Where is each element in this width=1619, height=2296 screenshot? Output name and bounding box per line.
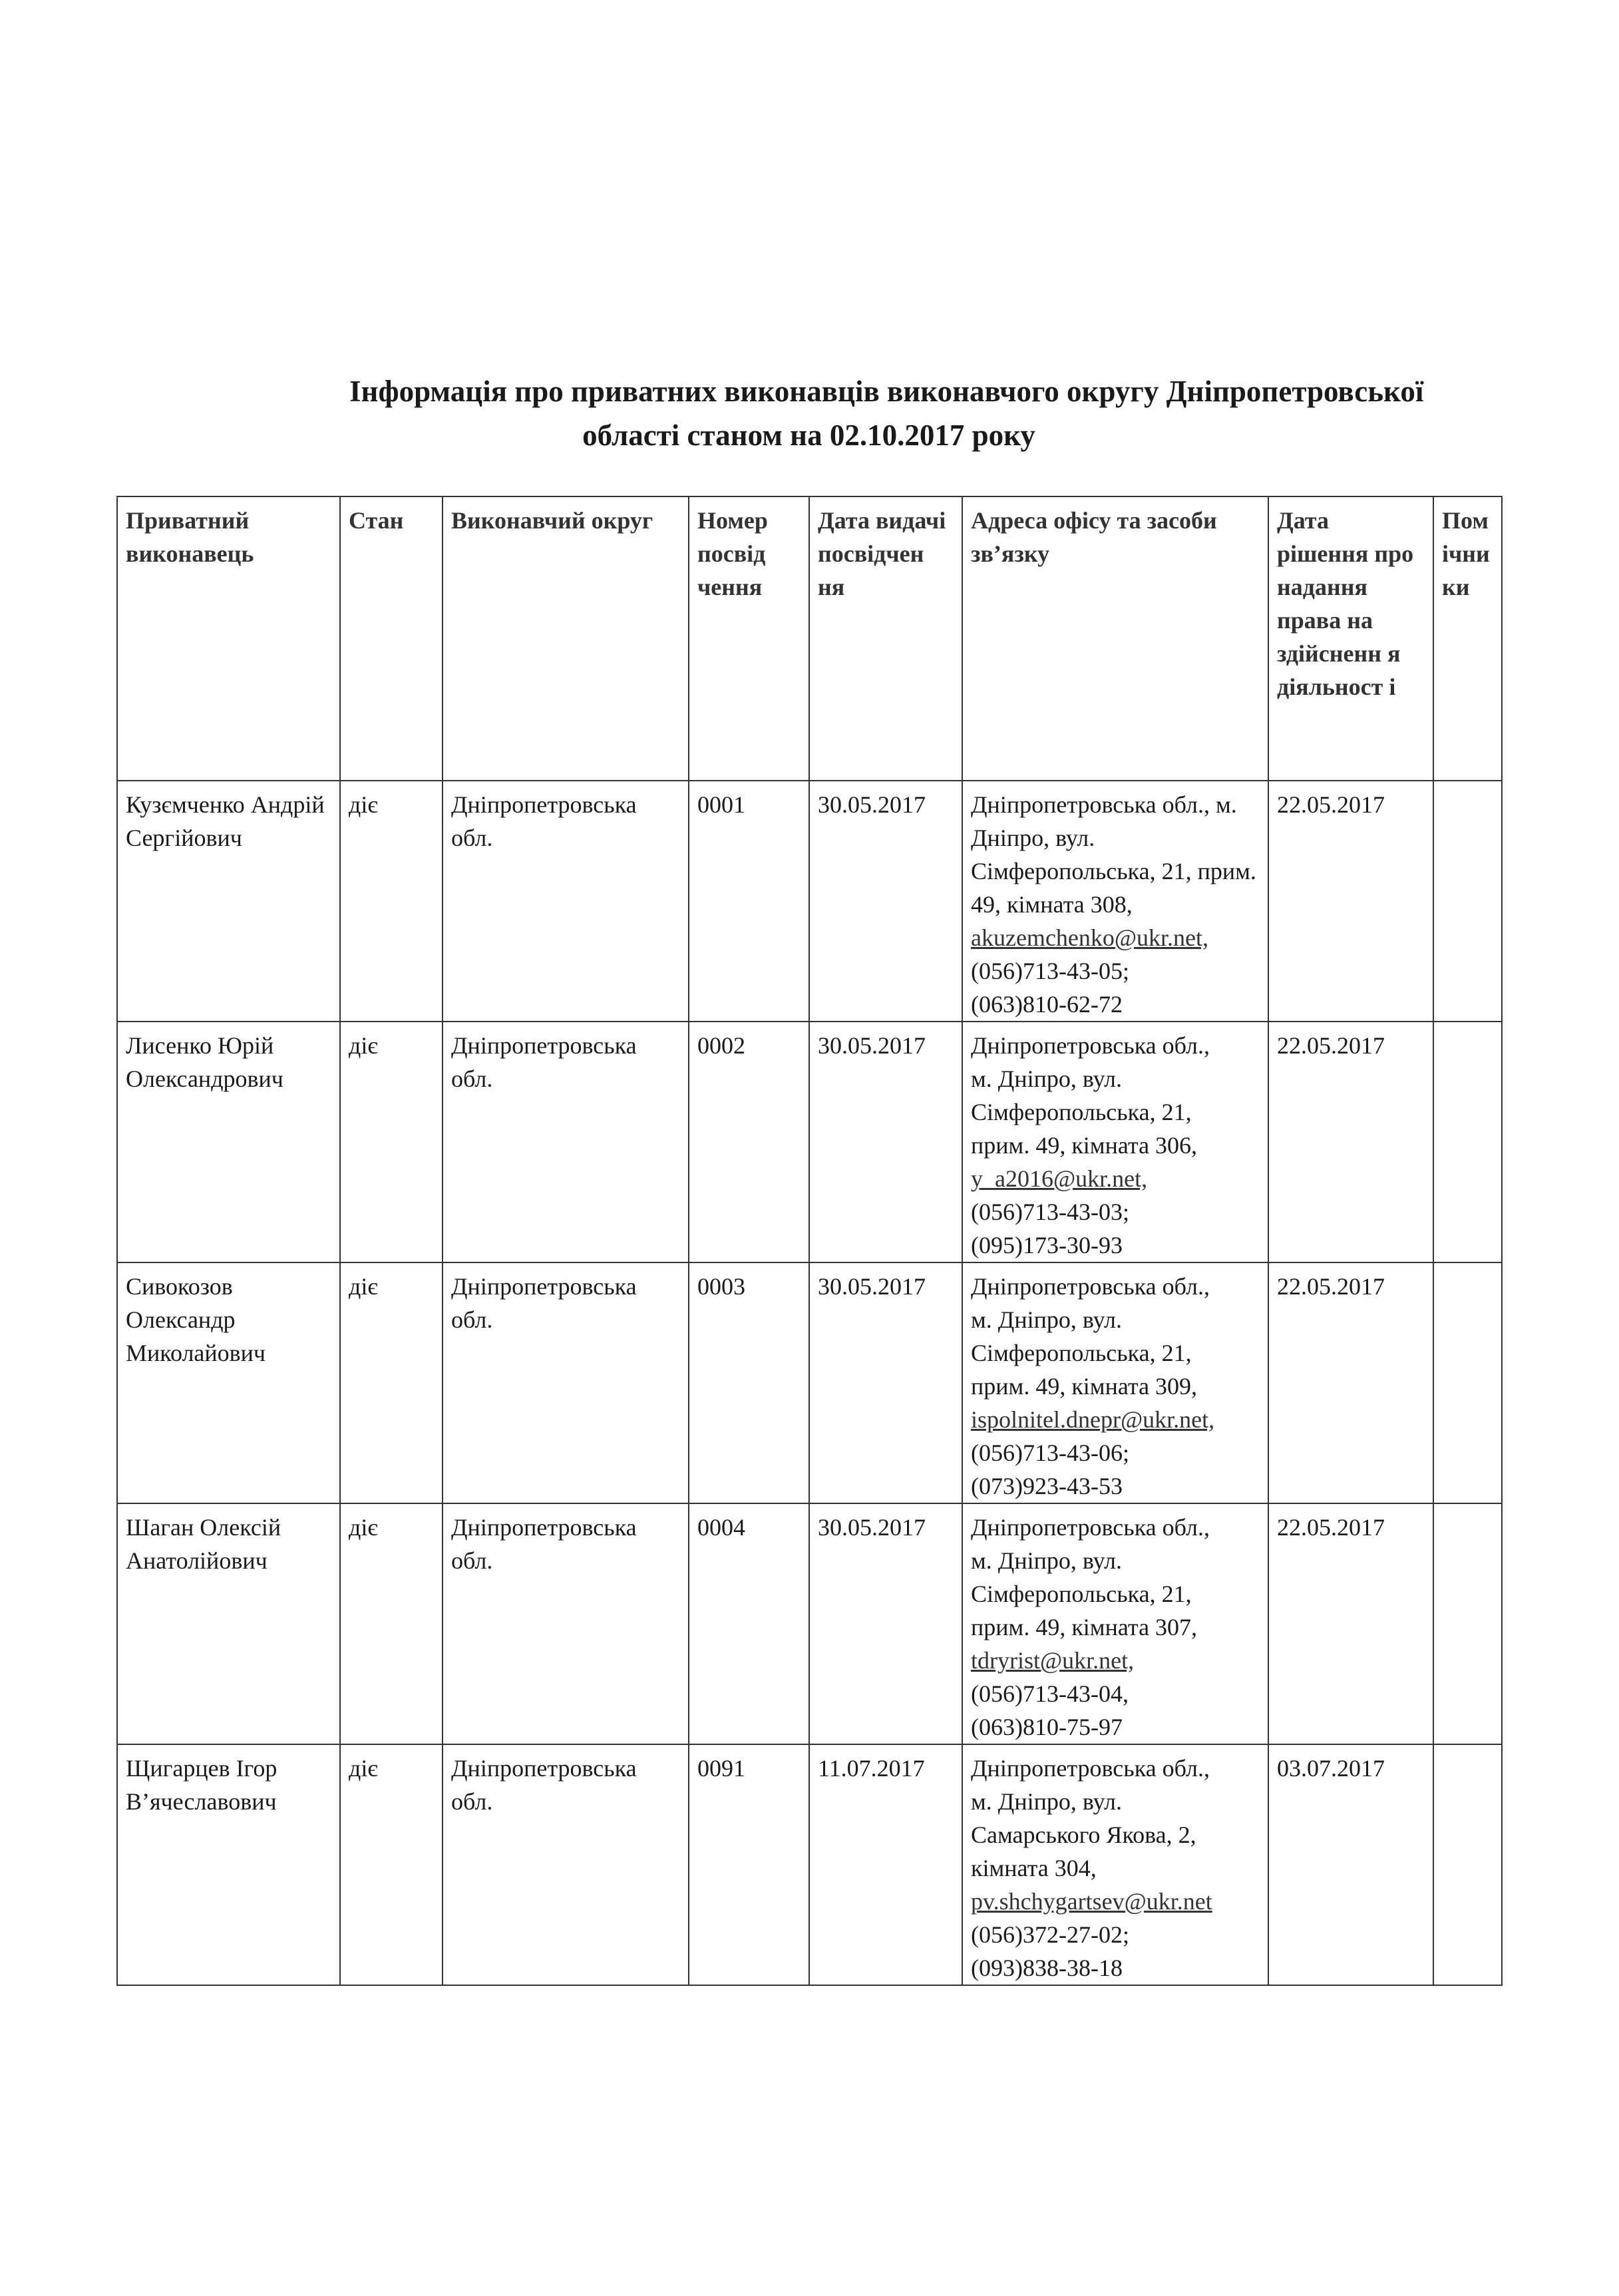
issue-date: 11.07.2017 <box>809 1744 962 1985</box>
address-text: Дніпропетровська обл., м. Дніпро, вул. Сімферопольська, 21, прим. 49, кімната 306, <box>971 1032 1210 1159</box>
issue-date: 30.05.2017 <box>809 781 962 1022</box>
executor-name: Лисенко Юрій Олександрович <box>117 1022 340 1262</box>
address-text: Дніпропетровська обл., м. Дніпро, вул. Самарського Якова, 2, кімната 304, <box>971 1755 1210 1881</box>
header-decision-date: Дата рішення про надання права на здійсненн я діяльност і <box>1268 496 1433 781</box>
decision-date: 22.05.2017 <box>1268 781 1433 1022</box>
address-contacts <box>962 1503 1268 1744</box>
assistants <box>1433 1744 1502 1985</box>
title-line-1: Інформація про приватних виконавців виконавчого округу Дніпропетровської <box>349 375 1424 408</box>
executor-name: Шаган Олексій Анатолійович <box>117 1503 340 1744</box>
phone-numbers: (056)713-43-03; (095)173-30-93 <box>971 1199 1129 1258</box>
email-link[interactable]: tdryrist@ukr.net, <box>971 1647 1135 1674</box>
table-row <box>117 1503 1502 1744</box>
status: діє <box>340 781 443 1022</box>
district: Дніпропетровська обл. <box>443 1744 689 1985</box>
status: діє <box>340 1022 443 1262</box>
district: Дніпропетровська обл. <box>443 1503 689 1744</box>
phone-numbers: (056)372-27-02; (093)838-38-18 <box>971 1921 1129 1981</box>
certificate-number: 0003 <box>689 1262 809 1503</box>
executor-name: Сивокозов Олександр Миколайович <box>117 1262 340 1503</box>
email-link[interactable]: y_a2016@ukr.net, <box>971 1165 1148 1192</box>
assistants <box>1433 781 1502 1022</box>
assistants <box>1433 1262 1502 1503</box>
header-assistants: Пом ічни ки <box>1433 496 1502 781</box>
address-text: Дніпропетровська обл., м. Дніпро, вул. Сімферопольська, 21, прим. 49, кімната 309, <box>971 1273 1210 1400</box>
title-line-2: області станом на 02.10.2017 року <box>582 419 1035 452</box>
table-header-row <box>117 496 1502 781</box>
email-link[interactable]: akuzemchenko@ukr.net, <box>971 924 1209 951</box>
certificate-number: 0001 <box>689 781 809 1022</box>
district: Дніпропетровська обл. <box>443 1262 689 1503</box>
district: Дніпропетровська обл. <box>443 1022 689 1262</box>
certificate-number: 0004 <box>689 1503 809 1744</box>
email-link[interactable]: ispolnitel.dnepr@ukr.net, <box>971 1406 1215 1433</box>
address-contacts <box>962 1262 1268 1503</box>
table-row <box>117 1744 1502 1985</box>
executors-table <box>116 496 1503 1986</box>
status: діє <box>340 1262 443 1503</box>
document-title <box>116 369 1501 457</box>
header-executor: Приватний виконавець <box>117 496 340 781</box>
status: діє <box>340 1503 443 1744</box>
table-row <box>117 781 1502 1022</box>
phone-numbers: (056)713-43-06; (073)923-43-53 <box>971 1439 1129 1499</box>
header-address: Адреса офісу та засоби зв’язку <box>962 496 1268 781</box>
table-row <box>117 1262 1502 1503</box>
certificate-number: 0002 <box>689 1022 809 1262</box>
header-issue-date: Дата видачі посвідчен ня <box>809 496 962 781</box>
address-text: Дніпропетровська обл., м. Дніпро, вул. Сімферопольська, 21, прим. 49, кімната 307, <box>971 1514 1210 1640</box>
header-certificate-number: Номер посвід чення <box>689 496 809 781</box>
address-text: Дніпропетровська обл., м. Дніпро, вул. Сімферопольська, 21, прим. 49, кімната 308, <box>971 791 1256 918</box>
issue-date: 30.05.2017 <box>809 1503 962 1744</box>
header-status: Стан <box>340 496 443 781</box>
decision-date: 22.05.2017 <box>1268 1262 1433 1503</box>
address-contacts <box>962 1022 1268 1262</box>
table-row <box>117 1022 1502 1262</box>
assistants <box>1433 1503 1502 1744</box>
address-contacts <box>962 781 1268 1022</box>
assistants <box>1433 1022 1502 1262</box>
header-district: Виконавчий округ <box>443 496 689 781</box>
executor-name: Кузємченко Андрій Сергійович <box>117 781 340 1022</box>
issue-date: 30.05.2017 <box>809 1022 962 1262</box>
executor-name: Щигарцев Ігор В’ячеславович <box>117 1744 340 1985</box>
certificate-number: 0091 <box>689 1744 809 1985</box>
address-contacts <box>962 1744 1268 1985</box>
district: Дніпропетровська обл. <box>443 781 689 1022</box>
phone-numbers: (056)713-43-04, (063)810-75-97 <box>971 1680 1129 1740</box>
decision-date: 03.07.2017 <box>1268 1744 1433 1985</box>
status: діє <box>340 1744 443 1985</box>
decision-date: 22.05.2017 <box>1268 1022 1433 1262</box>
decision-date: 22.05.2017 <box>1268 1503 1433 1744</box>
phone-numbers: (056)713-43-05; (063)810-62-72 <box>971 958 1129 1018</box>
issue-date: 30.05.2017 <box>809 1262 962 1503</box>
email-link[interactable]: pv.shchygartsev@ukr.net <box>971 1888 1212 1915</box>
